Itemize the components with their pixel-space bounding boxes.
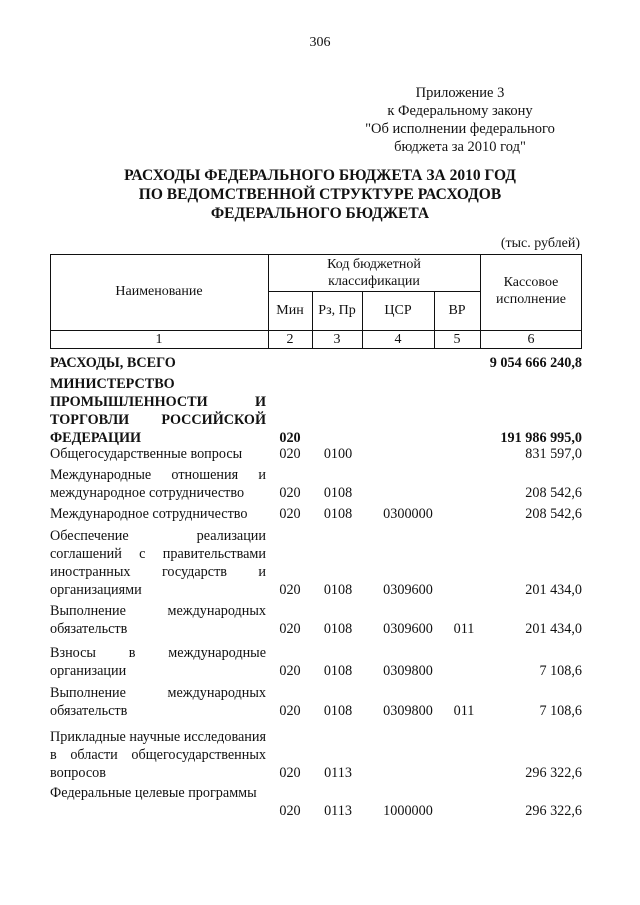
appendix-line: к Федеральному закону <box>387 103 533 119</box>
rule <box>50 348 582 349</box>
row-name: Взносы в международные организации <box>50 645 266 679</box>
header-vr: ВР <box>448 303 466 318</box>
row-amount: 201 434,0 <box>525 621 582 637</box>
header-name: Наименование <box>115 284 203 299</box>
row-amount: 191 986 995,0 <box>500 430 582 446</box>
rule <box>50 254 582 255</box>
table-row <box>50 375 582 447</box>
appendix-line: бюджета за 2010 год" <box>394 139 526 155</box>
row-csr: 0300000 <box>383 506 433 522</box>
table-row <box>50 784 582 820</box>
title-line: РАСХОДЫ ФЕДЕРАЛЬНОГО БЮДЖЕТА ЗА 2010 ГОД <box>124 167 516 184</box>
row-csr: 0309600 <box>383 621 433 637</box>
column-number: 2 <box>286 332 294 347</box>
row-min: 020 <box>279 663 301 679</box>
row-amount: 208 542,6 <box>525 485 582 501</box>
row-rz-pr: 0100 <box>323 446 353 462</box>
row-min: 020 <box>279 621 301 637</box>
row-amount: 9 054 666 240,8 <box>489 355 582 371</box>
row-min: 020 <box>279 485 301 501</box>
row-amount: 7 108,6 <box>539 703 582 719</box>
row-min: 020 <box>279 765 301 781</box>
rule <box>268 291 480 292</box>
row-name: Обеспечение реализации соглашений с правительствами иностранных государств и организациями <box>50 528 266 598</box>
row-rz-pr: 0108 <box>323 582 353 598</box>
row-name: Международные отношения и международное сотрудничество <box>50 467 266 501</box>
table-row <box>50 527 582 599</box>
row-amount: 296 322,6 <box>525 765 582 781</box>
row-name: Федеральные целевые программы <box>50 785 257 801</box>
row-rz-pr: 0108 <box>323 621 353 637</box>
row-csr: 1000000 <box>383 803 433 819</box>
column-number: 4 <box>394 332 402 347</box>
row-name: Прикладные научные исследования в области общегосударственных вопросов <box>50 729 266 781</box>
row-name: Общегосударственные вопросы <box>50 446 243 462</box>
table-row <box>50 602 582 638</box>
appendix-block <box>340 84 580 156</box>
row-csr: 0309800 <box>383 703 433 719</box>
row-rz-pr: 0108 <box>323 506 353 522</box>
row-min: 020 <box>279 582 301 598</box>
row-rz-pr: 0113 <box>324 803 352 819</box>
column-number: 3 <box>333 332 341 347</box>
row-name: Выполнение международных обязательств <box>50 603 266 637</box>
page-number: 306 <box>309 35 331 50</box>
table-header <box>50 254 582 349</box>
document-title <box>80 166 560 223</box>
row-csr: 0309600 <box>383 582 433 598</box>
table-row <box>50 466 582 502</box>
row-min: 020 <box>279 703 301 719</box>
units-label: (тыс. рублей) <box>500 236 580 251</box>
appendix-line: "Об исполнении федерального <box>365 121 555 137</box>
row-min: 020 <box>279 446 301 462</box>
row-name: РАСХОДЫ, ВСЕГО <box>50 355 176 371</box>
row-vr: 011 <box>453 703 475 719</box>
table-row <box>50 445 582 463</box>
row-amount: 201 434,0 <box>525 582 582 598</box>
column-number: 1 <box>155 332 163 347</box>
header-min: Мин <box>276 303 304 318</box>
appendix-line: Приложение 3 <box>415 85 505 101</box>
row-name: Международное сотрудничество <box>50 506 248 522</box>
row-min: 020 <box>279 430 301 446</box>
row-amount: 296 322,6 <box>525 803 582 819</box>
title-line: ФЕДЕРАЛЬНОГО БЮДЖЕТА <box>210 205 430 222</box>
header-csr: ЦСР <box>384 303 412 318</box>
header-rz-pr: Рз, Пр <box>318 303 356 318</box>
row-rz-pr: 0108 <box>323 703 353 719</box>
row-amount: 208 542,6 <box>525 506 582 522</box>
row-name: МИНИСТЕРСТВО ПРОМЫШЛЕННОСТИ И ТОРГОВЛИ РОССИЙСКОЙ ФЕДЕРАЦИИ <box>50 376 266 446</box>
column-number: 5 <box>453 332 461 347</box>
header-code-line1: Код бюджетной <box>327 257 421 272</box>
header-exec-line2: исполнение <box>496 292 566 307</box>
row-rz-pr: 0113 <box>324 765 352 781</box>
row-amount: 7 108,6 <box>539 663 582 679</box>
row-min: 020 <box>279 506 301 522</box>
row-rz-pr: 0108 <box>323 485 353 501</box>
header-code-line2: классификации <box>328 274 420 289</box>
row-rz-pr: 0108 <box>323 663 353 679</box>
table-row <box>50 644 582 680</box>
table-row <box>50 728 582 782</box>
table-row <box>50 505 582 523</box>
title-line: ПО ВЕДОМСТВЕННОЙ СТРУКТУРЕ РАСХОДОВ <box>138 186 502 203</box>
row-csr: 0309800 <box>383 663 433 679</box>
header-exec-line1: Кассовое <box>503 275 559 290</box>
row-min: 020 <box>279 803 301 819</box>
table-row <box>50 354 582 372</box>
row-vr: 011 <box>453 621 475 637</box>
row-amount: 831 597,0 <box>525 446 582 462</box>
table-row <box>50 684 582 720</box>
column-number: 6 <box>527 332 535 347</box>
row-name: Выполнение международных обязательств <box>50 685 266 719</box>
